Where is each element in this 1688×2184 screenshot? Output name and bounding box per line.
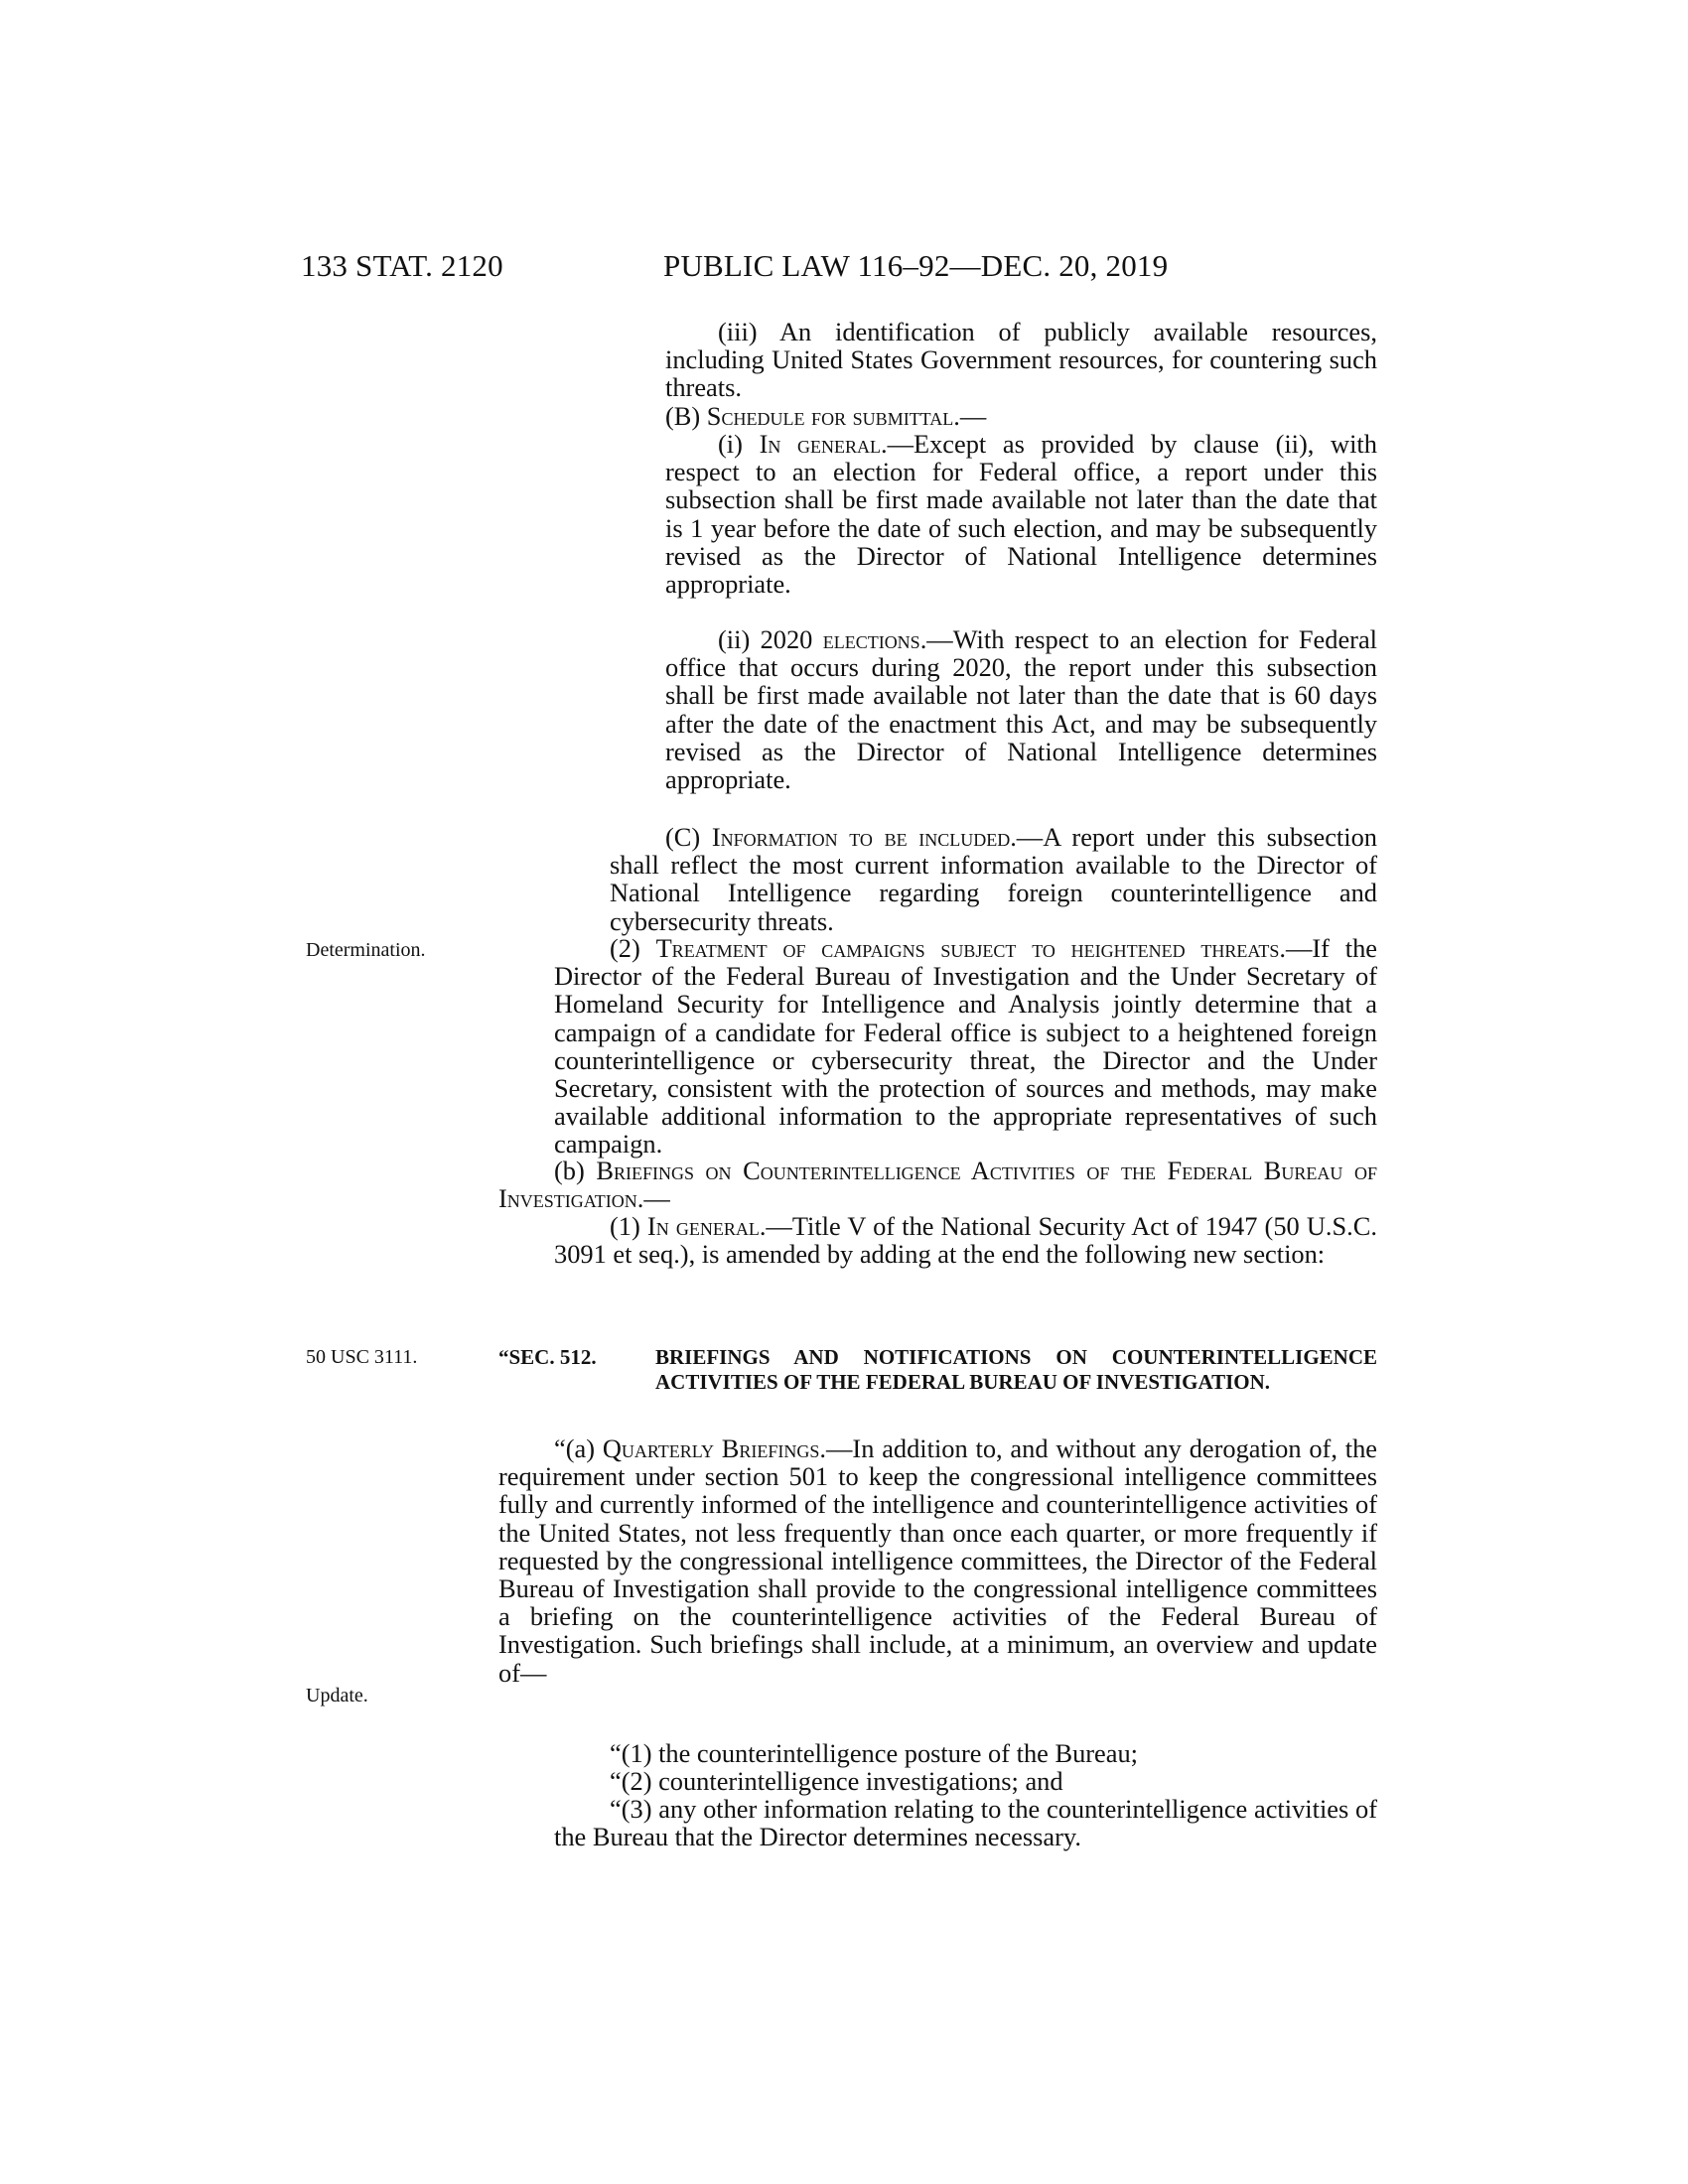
- subsection-b-1-title: In general.—: [646, 1211, 792, 1241]
- subparagraph-b-heading: [665, 402, 1377, 430]
- subparagraph-c-title: Information to be included.—: [711, 822, 1044, 852]
- paragraph-2-title: Treatment of campaigns subject to heightened threats.—: [655, 933, 1313, 963]
- clause-b-ii-title: 2020 elections.—: [760, 624, 953, 654]
- subsection-b-label: (b): [554, 1156, 585, 1185]
- quarterly-briefings-title: Quarterly Briefings.—: [602, 1433, 853, 1463]
- page-number: 133 STAT. 2120: [301, 248, 503, 283]
- subsection-b-paragraph-1: [554, 1212, 1377, 1268]
- clause-b-i-title: In general.—: [759, 429, 914, 459]
- briefing-item-2: [554, 1767, 1377, 1795]
- paragraph-2-text: If the Director of the Federal Bureau of Investigation and the Under Secretary of Homeland Security for Intelligence and Analysis jointly determine that a campaign of a candidate for Federal office is subject to a heightened foreign counterintelligence or cybersecurity threat, the Director and the Under Secretary, consistent with the protection of sources and methods, may make available additional information to the appropriate representatives of such campaign.: [554, 933, 1377, 1160]
- clause-b-ii: [665, 625, 1377, 793]
- margin-note-determination: Determination.: [306, 939, 426, 961]
- subsection-b-1-text: Title V of the National Security Act of 1947 (50 U.S.C. 3091 et seq.), is amended by adding at the end the following new section:: [554, 1211, 1377, 1270]
- law-title: PUBLIC LAW 116–92—DEC. 20, 2019: [663, 248, 1169, 283]
- margin-note-update: Update.: [306, 1685, 368, 1706]
- clause-b-i-label: (i): [718, 429, 743, 459]
- quarterly-briefings-label: “(a): [554, 1433, 596, 1463]
- section-512-title: BRIEFINGS AND NOTIFICATIONS ON COUNTERINTELLIGENCE ACTIVITIES OF THE FEDERAL BUREAU OF INVESTIGATION.: [655, 1345, 1377, 1394]
- quarterly-briefings: [498, 1434, 1377, 1687]
- briefing-item-1: [554, 1739, 1377, 1767]
- briefing-item-3: [554, 1795, 1377, 1850]
- subparagraph-c-label: (C): [665, 822, 701, 852]
- subsection-b-1-label: (1): [610, 1211, 640, 1241]
- section-512-number: “SEC. 512.: [498, 1345, 597, 1369]
- clause-b-ii-text: With respect to an election for Federal office that occurs during 2020, the report under this subsection shall be first made available not later than the date that is 60 days after the date of the enactment this Act, and may be subsequently revised as the Director of National Intelligence determines appropriate.: [665, 624, 1377, 795]
- clause-b-i-text: Except as provided by clause (ii), with respect to an election for Federal office, a report under this subsection shall be first made available not later than the date that is 1 year before the date of such election, and may be subsequently revised as the Director of National Intelligence determines appropriate.: [665, 429, 1377, 600]
- clause-a-iii-text: (iii) An identification of publicly available resources, including United States Government resources, for countering such threats.: [665, 317, 1377, 403]
- margin-note-usc: 50 USC 3111.: [306, 1346, 418, 1368]
- paragraph-2-label: (2): [610, 933, 640, 963]
- briefing-item-3-text: “(3) any other information relating to the counterintelligence activities of the Bureau that the Director determines necessary.: [554, 1794, 1377, 1852]
- subparagraph-c: [610, 823, 1377, 935]
- subparagraph-c-text: A report under this subsection shall reflect the most current information available to the Director of National Intelligence regarding foreign counterintelligence and cybersecurity threats.: [610, 822, 1377, 936]
- briefing-item-1-text: “(1) the counterintelligence posture of the Bureau;: [610, 1738, 1139, 1768]
- subsection-b-title: Briefings on Counterintelligence Activities of the Federal Bureau of Investigation.—: [498, 1156, 1377, 1214]
- paragraph-2: [554, 934, 1377, 1159]
- clause-b-ii-label: (ii): [718, 624, 751, 654]
- section-512-heading: [498, 1345, 1377, 1394]
- quarterly-briefings-text: In addition to, and without any derogation of, the requirement under section 501 to keep the congressional intelligence committees fully and currently informed of the intelligence and counterintelligence activities of the United States, not less frequently than once each quarter, or more frequently if requested by the congressional intelligence committees, the Director of the Federal Bureau of Investigation shall provide to the congressional intelligence committees a briefing on the counterintelligence activities of the Federal Bureau of Investigation. Such briefings shall include, at a minimum, an overview and update of—: [498, 1433, 1377, 1688]
- clause-a-iii: [665, 318, 1377, 402]
- subparagraph-b-label: (B): [665, 401, 701, 431]
- clause-b-i: [665, 430, 1377, 598]
- briefing-item-2-text: “(2) counterintelligence investigations; and: [610, 1766, 1063, 1796]
- subsection-b: [498, 1157, 1377, 1212]
- subparagraph-b-title: Schedule for submittal.—: [706, 401, 987, 431]
